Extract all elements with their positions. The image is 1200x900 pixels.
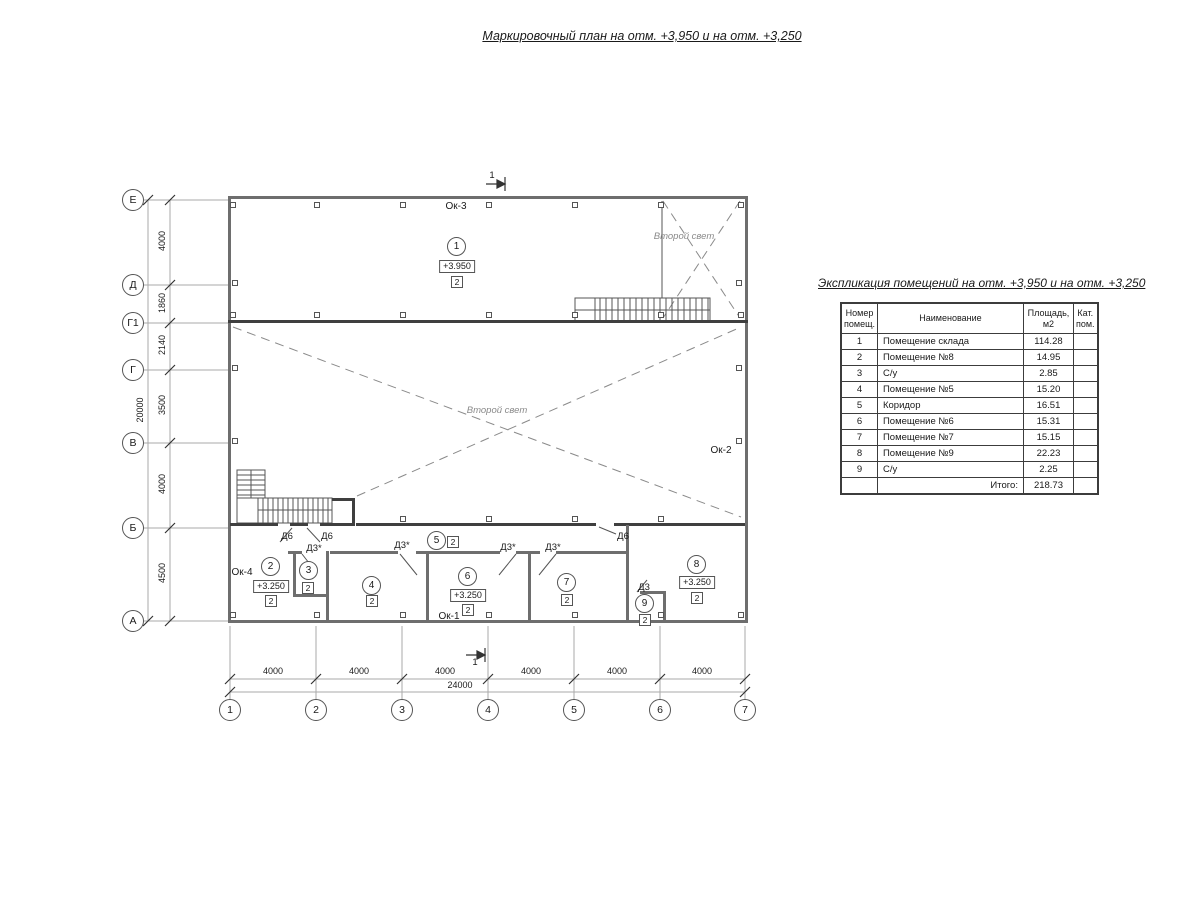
column-marker xyxy=(400,312,406,318)
room-name-cell: Помещение склада xyxy=(877,334,1023,350)
wall-segment xyxy=(352,498,355,526)
room-category-cell xyxy=(1073,334,1097,350)
door-label-d6: Д6 xyxy=(321,531,333,542)
room-area-cell: 15.31 xyxy=(1023,414,1073,430)
room-category-cell xyxy=(1073,430,1097,446)
category-mark-room8: 2 xyxy=(691,592,703,604)
door-label-d3: Д3 xyxy=(638,582,650,593)
axis-row-b: Б xyxy=(122,517,144,539)
room-number-cell: 2 xyxy=(841,350,877,366)
room-name-cell: Помещение №6 xyxy=(877,414,1023,430)
left-staircase xyxy=(237,470,332,523)
column-marker xyxy=(230,612,236,618)
wall-segment xyxy=(293,552,296,597)
second-light-note-upper: Второй свет xyxy=(653,231,715,242)
column-marker xyxy=(736,280,742,286)
axis-col-5: 5 xyxy=(563,699,585,721)
dim-bottom-6: 4000 xyxy=(691,666,713,676)
column-marker xyxy=(314,612,320,618)
wall-segment xyxy=(330,551,398,554)
room-name-cell: Помещение №8 xyxy=(877,350,1023,366)
header-room-number: Номер помещ. xyxy=(841,303,877,334)
wall-segment xyxy=(228,320,748,323)
room-marker-4: 4 xyxy=(362,576,381,595)
wall-segment xyxy=(556,551,626,554)
column-marker xyxy=(230,312,236,318)
void-cross-lines xyxy=(233,201,741,517)
window-label-ok2: Ок-2 xyxy=(710,445,732,456)
column-marker xyxy=(400,516,406,522)
column-marker xyxy=(736,365,742,371)
category-mark-room5: 2 xyxy=(447,536,459,548)
room-number-cell xyxy=(841,478,877,495)
wall-segment xyxy=(356,523,596,526)
axis-row-e: Е xyxy=(122,189,144,211)
wall-segment xyxy=(293,594,329,597)
wall-segment xyxy=(426,551,429,622)
table-row xyxy=(841,334,1098,350)
room-name-cell: Помещение №9 xyxy=(877,446,1023,462)
wall-segment xyxy=(228,196,748,199)
wall-segment xyxy=(290,523,308,526)
axis-col-7: 7 xyxy=(734,699,756,721)
column-marker xyxy=(658,312,664,318)
column-marker xyxy=(738,202,744,208)
axis-col-3: 3 xyxy=(391,699,413,721)
column-marker xyxy=(658,202,664,208)
dim-left-total: 20000 xyxy=(135,397,145,423)
section-cut-label-top: 1 xyxy=(489,170,495,181)
room-category-cell xyxy=(1073,350,1097,366)
dim-left-6: 4500 xyxy=(157,562,167,584)
table-row xyxy=(841,446,1098,462)
dim-left-5: 4000 xyxy=(157,473,167,495)
wall-segment xyxy=(228,196,231,623)
column-marker xyxy=(572,516,578,522)
room-marker-5: 5 xyxy=(427,531,446,550)
dim-bottom-5: 4000 xyxy=(606,666,628,676)
door-label-d3-star: Д3* xyxy=(545,542,561,553)
header-room-area: Площадь, м2 xyxy=(1023,303,1073,334)
column-marker xyxy=(314,202,320,208)
room-area-cell: 2.85 xyxy=(1023,366,1073,382)
table-row xyxy=(841,414,1098,430)
wall-segment xyxy=(230,523,278,526)
axis-row-d: Д xyxy=(122,274,144,296)
room-marker-6: 6 xyxy=(458,567,477,586)
room-area-cell: 22.23 xyxy=(1023,446,1073,462)
total-label-cell: Итого: xyxy=(877,478,1023,495)
drawing-title: Маркировочный план на отм. +3,950 и на отм. +3,250 xyxy=(482,29,802,43)
column-marker xyxy=(400,612,406,618)
room-number-cell: 4 xyxy=(841,382,877,398)
elevation-mark-room1: +3.950 xyxy=(439,260,475,273)
room-area-cell: 16.51 xyxy=(1023,398,1073,414)
category-mark-room3: 2 xyxy=(302,582,314,594)
table-row xyxy=(841,462,1098,478)
room-name-cell: Помещение №7 xyxy=(877,430,1023,446)
door-label-d3-star: Д3* xyxy=(394,540,410,551)
room-name-cell: Коридор xyxy=(877,398,1023,414)
room-area-cell: 114.28 xyxy=(1023,334,1073,350)
room-category-cell xyxy=(1073,478,1097,495)
room-marker-8: 8 xyxy=(687,555,706,574)
column-marker xyxy=(232,280,238,286)
table-row xyxy=(841,382,1098,398)
column-marker xyxy=(486,202,492,208)
dim-bottom-2: 4000 xyxy=(348,666,370,676)
axis-row-v: В xyxy=(122,432,144,454)
room-marker-3: 3 xyxy=(299,561,318,580)
room-marker-1: 1 xyxy=(447,237,466,256)
window-label-ok3: Ок-3 xyxy=(445,201,467,212)
axis-col-1: 1 xyxy=(219,699,241,721)
door-label-d3-star: Д3* xyxy=(500,542,516,553)
total-area-cell: 218.73 xyxy=(1023,478,1073,495)
axis-row-g1: Г1 xyxy=(122,312,144,334)
column-marker xyxy=(736,438,742,444)
room-area-cell: 2.25 xyxy=(1023,462,1073,478)
wall-segment xyxy=(228,620,748,623)
column-marker xyxy=(230,202,236,208)
axis-col-4: 4 xyxy=(477,699,499,721)
column-marker xyxy=(572,202,578,208)
table-row xyxy=(841,366,1098,382)
table-row xyxy=(841,398,1098,414)
category-mark-room1: 2 xyxy=(451,276,463,288)
room-number-cell: 9 xyxy=(841,462,877,478)
room-area-cell: 15.15 xyxy=(1023,430,1073,446)
category-mark-room7: 2 xyxy=(561,594,573,606)
room-number-cell: 8 xyxy=(841,446,877,462)
room-number-cell: 1 xyxy=(841,334,877,350)
column-marker xyxy=(486,516,492,522)
dim-bottom-1: 4000 xyxy=(262,666,284,676)
wall-segment xyxy=(332,498,355,501)
wall-segment xyxy=(326,551,329,622)
room-schedule-table xyxy=(840,302,1099,495)
column-marker xyxy=(400,202,406,208)
column-marker xyxy=(314,312,320,318)
column-marker xyxy=(738,612,744,618)
wall-segment xyxy=(614,523,745,526)
room-number-cell: 6 xyxy=(841,414,877,430)
room-area-cell: 14.95 xyxy=(1023,350,1073,366)
dim-left-2: 1860 xyxy=(157,292,167,314)
room-marker-2: 2 xyxy=(261,557,280,576)
room-schedule-title: Экспликация помещений на отм. +3,950 и на отм. +3,250 xyxy=(818,276,1146,290)
room-category-cell xyxy=(1073,462,1097,478)
upper-staircase xyxy=(575,201,710,322)
elevation-mark-room8: +3.250 xyxy=(679,576,715,589)
column-marker xyxy=(572,312,578,318)
dim-bottom-3: 4000 xyxy=(434,666,456,676)
room-category-cell xyxy=(1073,414,1097,430)
room-area-cell: 15.20 xyxy=(1023,382,1073,398)
axis-row-a: А xyxy=(122,610,144,632)
room-number-cell: 7 xyxy=(841,430,877,446)
window-label-ok1: Ок-1 xyxy=(438,611,460,622)
elevation-mark-room6: +3.250 xyxy=(450,589,486,602)
room-marker-9: 9 xyxy=(635,594,654,613)
section-cut-label-bottom: 1 xyxy=(472,657,478,668)
wall-segment xyxy=(745,196,748,623)
column-marker xyxy=(232,438,238,444)
wall-segment xyxy=(663,591,666,623)
axis-col-6: 6 xyxy=(649,699,671,721)
category-mark-room2: 2 xyxy=(265,595,277,607)
dim-left-3: 2140 xyxy=(157,334,167,356)
door-label-d3-star: Д3* xyxy=(306,543,322,554)
header-room-category: Кат. пом. xyxy=(1073,303,1097,334)
column-marker xyxy=(738,312,744,318)
dim-left-4: 3500 xyxy=(157,394,167,416)
dim-left-1: 4000 xyxy=(157,230,167,252)
category-mark-room4: 2 xyxy=(366,595,378,607)
column-marker xyxy=(658,612,664,618)
room-marker-7: 7 xyxy=(557,573,576,592)
wall-segment xyxy=(528,551,531,622)
door-label-d6: Д6 xyxy=(281,531,293,542)
axis-col-2: 2 xyxy=(305,699,327,721)
room-name-cell: С/у xyxy=(877,366,1023,382)
wall-segment xyxy=(320,523,352,526)
column-marker xyxy=(486,612,492,618)
room-category-cell xyxy=(1073,398,1097,414)
room-name-cell: С/у xyxy=(877,462,1023,478)
dim-bottom-total: 24000 xyxy=(447,680,473,690)
table-row xyxy=(841,430,1098,446)
window-label-ok4: Ок-4 xyxy=(231,567,253,578)
column-marker xyxy=(486,312,492,318)
room-number-cell: 5 xyxy=(841,398,877,414)
axis-row-g: Г xyxy=(122,359,144,381)
room-category-cell xyxy=(1073,366,1097,382)
room-name-cell: Помещение №5 xyxy=(877,382,1023,398)
elevation-mark-room2: +3.250 xyxy=(253,580,289,593)
table-row xyxy=(841,350,1098,366)
room-category-cell xyxy=(1073,446,1097,462)
category-mark-room6: 2 xyxy=(462,604,474,616)
room-number-cell: 3 xyxy=(841,366,877,382)
table-header-row xyxy=(841,303,1098,334)
table-total-row xyxy=(841,478,1098,495)
dim-bottom-4: 4000 xyxy=(520,666,542,676)
column-marker xyxy=(658,516,664,522)
category-mark-room9: 2 xyxy=(639,614,651,626)
header-room-name: Наименование xyxy=(877,303,1023,334)
room-category-cell xyxy=(1073,382,1097,398)
axis-lines xyxy=(144,200,745,699)
column-marker xyxy=(572,612,578,618)
door-label-d6: Д6 xyxy=(617,531,629,542)
second-light-note-main: Второй свет xyxy=(466,405,528,416)
column-marker xyxy=(232,365,238,371)
